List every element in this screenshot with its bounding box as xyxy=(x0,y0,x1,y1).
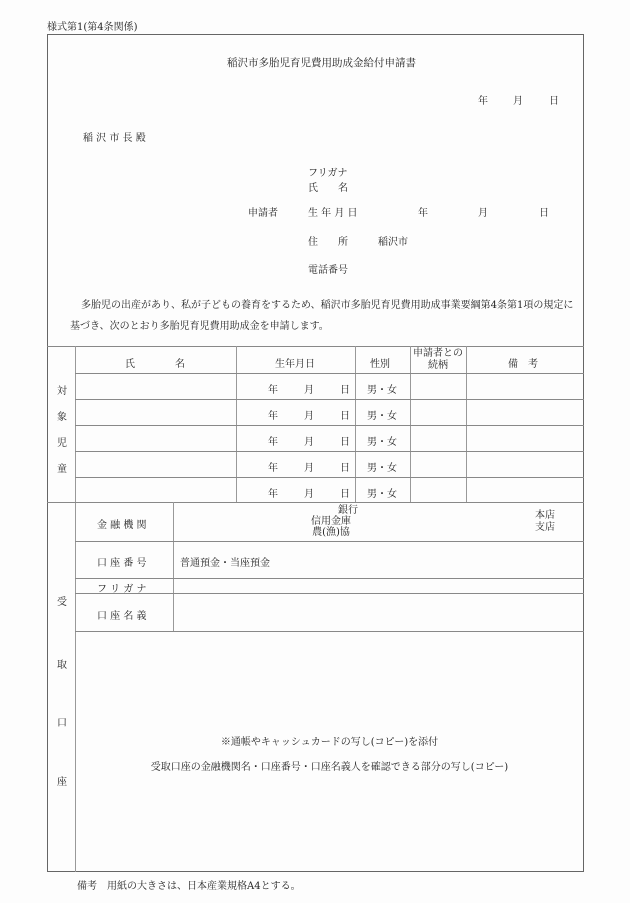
bank-label: 金 融 機 関 xyxy=(97,520,147,531)
side-label-char: 口 xyxy=(57,718,67,729)
applicant-label: 申請者 xyxy=(248,208,278,219)
attachment-note-1: ※通帳やキャッシュカードの写し(コピー)を添付 xyxy=(220,737,439,748)
child-sex-option[interactable]: 男・女 xyxy=(367,385,397,396)
statement-line-2: 基づき、次のとおり多胎児育児費用助成金を申請します。 xyxy=(70,321,329,332)
child-dob-month[interactable]: 月 xyxy=(304,411,314,422)
form-label: 様式第1(第4条関係) xyxy=(47,22,138,33)
form-title: 稲沢市多胎児育児費用助成金給付申請書 xyxy=(227,57,416,69)
applicant-dob-month[interactable]: 月 xyxy=(478,208,488,219)
side-label-char: 対 xyxy=(57,386,67,397)
applicant-furigana-label: フリガナ xyxy=(308,168,348,179)
side-label-char: 座 xyxy=(57,777,67,788)
child-dob-day[interactable]: 日 xyxy=(340,489,350,500)
header-remarks: 備 考 xyxy=(508,359,538,370)
applicant-dob-label: 生 年 月 日 xyxy=(308,208,358,219)
account-furigana-label: フ リ ガ ナ xyxy=(97,584,147,595)
date-month[interactable]: 月 xyxy=(513,96,523,107)
child-dob-month[interactable]: 月 xyxy=(304,463,314,474)
child-dob-year[interactable]: 年 xyxy=(268,463,278,474)
side-label-char: 取 xyxy=(57,660,67,671)
applicant-address-value[interactable]: 稲沢市 xyxy=(378,237,408,248)
applicant-dob-year[interactable]: 年 xyxy=(418,208,428,219)
divider xyxy=(47,346,584,347)
date-day[interactable]: 日 xyxy=(549,96,559,107)
account-type[interactable]: 普通預金・当座預金 xyxy=(180,558,270,569)
child-sex-option[interactable]: 男・女 xyxy=(367,489,397,500)
account-number-label: 口 座 番 号 xyxy=(97,558,147,569)
child-dob-year[interactable]: 年 xyxy=(268,437,278,448)
child-dob-month[interactable]: 月 xyxy=(304,385,314,396)
applicant-name-label: 氏 名 xyxy=(308,183,348,194)
side-label-char: 象 xyxy=(57,412,67,423)
child-dob-day[interactable]: 日 xyxy=(340,437,350,448)
applicant-phone-label: 電話番号 xyxy=(308,265,348,276)
applicant-address-label: 住 所 xyxy=(308,237,348,248)
child-sex-option[interactable]: 男・女 xyxy=(367,463,397,474)
applicant-dob-day[interactable]: 日 xyxy=(539,208,549,219)
child-dob-month[interactable]: 月 xyxy=(304,437,314,448)
child-dob-month[interactable]: 月 xyxy=(304,489,314,500)
child-dob-day[interactable]: 日 xyxy=(340,411,350,422)
account-holder-label: 口 座 名 義 xyxy=(97,611,147,622)
child-sex-option[interactable]: 男・女 xyxy=(367,411,397,422)
child-dob-year[interactable]: 年 xyxy=(268,385,278,396)
branch-types[interactable]: 本店 支店 xyxy=(535,510,555,533)
header-name: 氏 名 xyxy=(125,359,185,370)
bank-types[interactable]: 銀行 信用金庫 農(漁)協 xyxy=(311,505,358,538)
child-sex-option[interactable]: 男・女 xyxy=(367,437,397,448)
addressee: 稲 沢 市 長 殿 xyxy=(83,133,146,144)
attachment-note-2: 受取口座の金融機関名・口座番号・口座名義人を確認できる部分の写し(コピー) xyxy=(150,762,509,773)
side-label-char: 児 xyxy=(57,438,67,449)
footer-note: 備考 用紙の大きさは、日本産業規格A4とする。 xyxy=(77,881,301,892)
header-sex: 性別 xyxy=(370,359,390,370)
side-label-char: 童 xyxy=(57,464,67,475)
side-label-char: 受 xyxy=(57,597,67,608)
header-relation: 申請者との 続柄 xyxy=(413,348,463,371)
child-dob-day[interactable]: 日 xyxy=(340,385,350,396)
date-year[interactable]: 年 xyxy=(478,96,488,107)
child-dob-year[interactable]: 年 xyxy=(268,411,278,422)
child-dob-day[interactable]: 日 xyxy=(340,463,350,474)
statement-line-1: 多胎児の出産があり、私が子どもの養育をするため、稲沢市多胎児育児費用助成事業要綱第4条第1項の規定に xyxy=(81,300,574,311)
header-dob: 生年月日 xyxy=(275,359,315,370)
child-dob-year[interactable]: 年 xyxy=(268,489,278,500)
